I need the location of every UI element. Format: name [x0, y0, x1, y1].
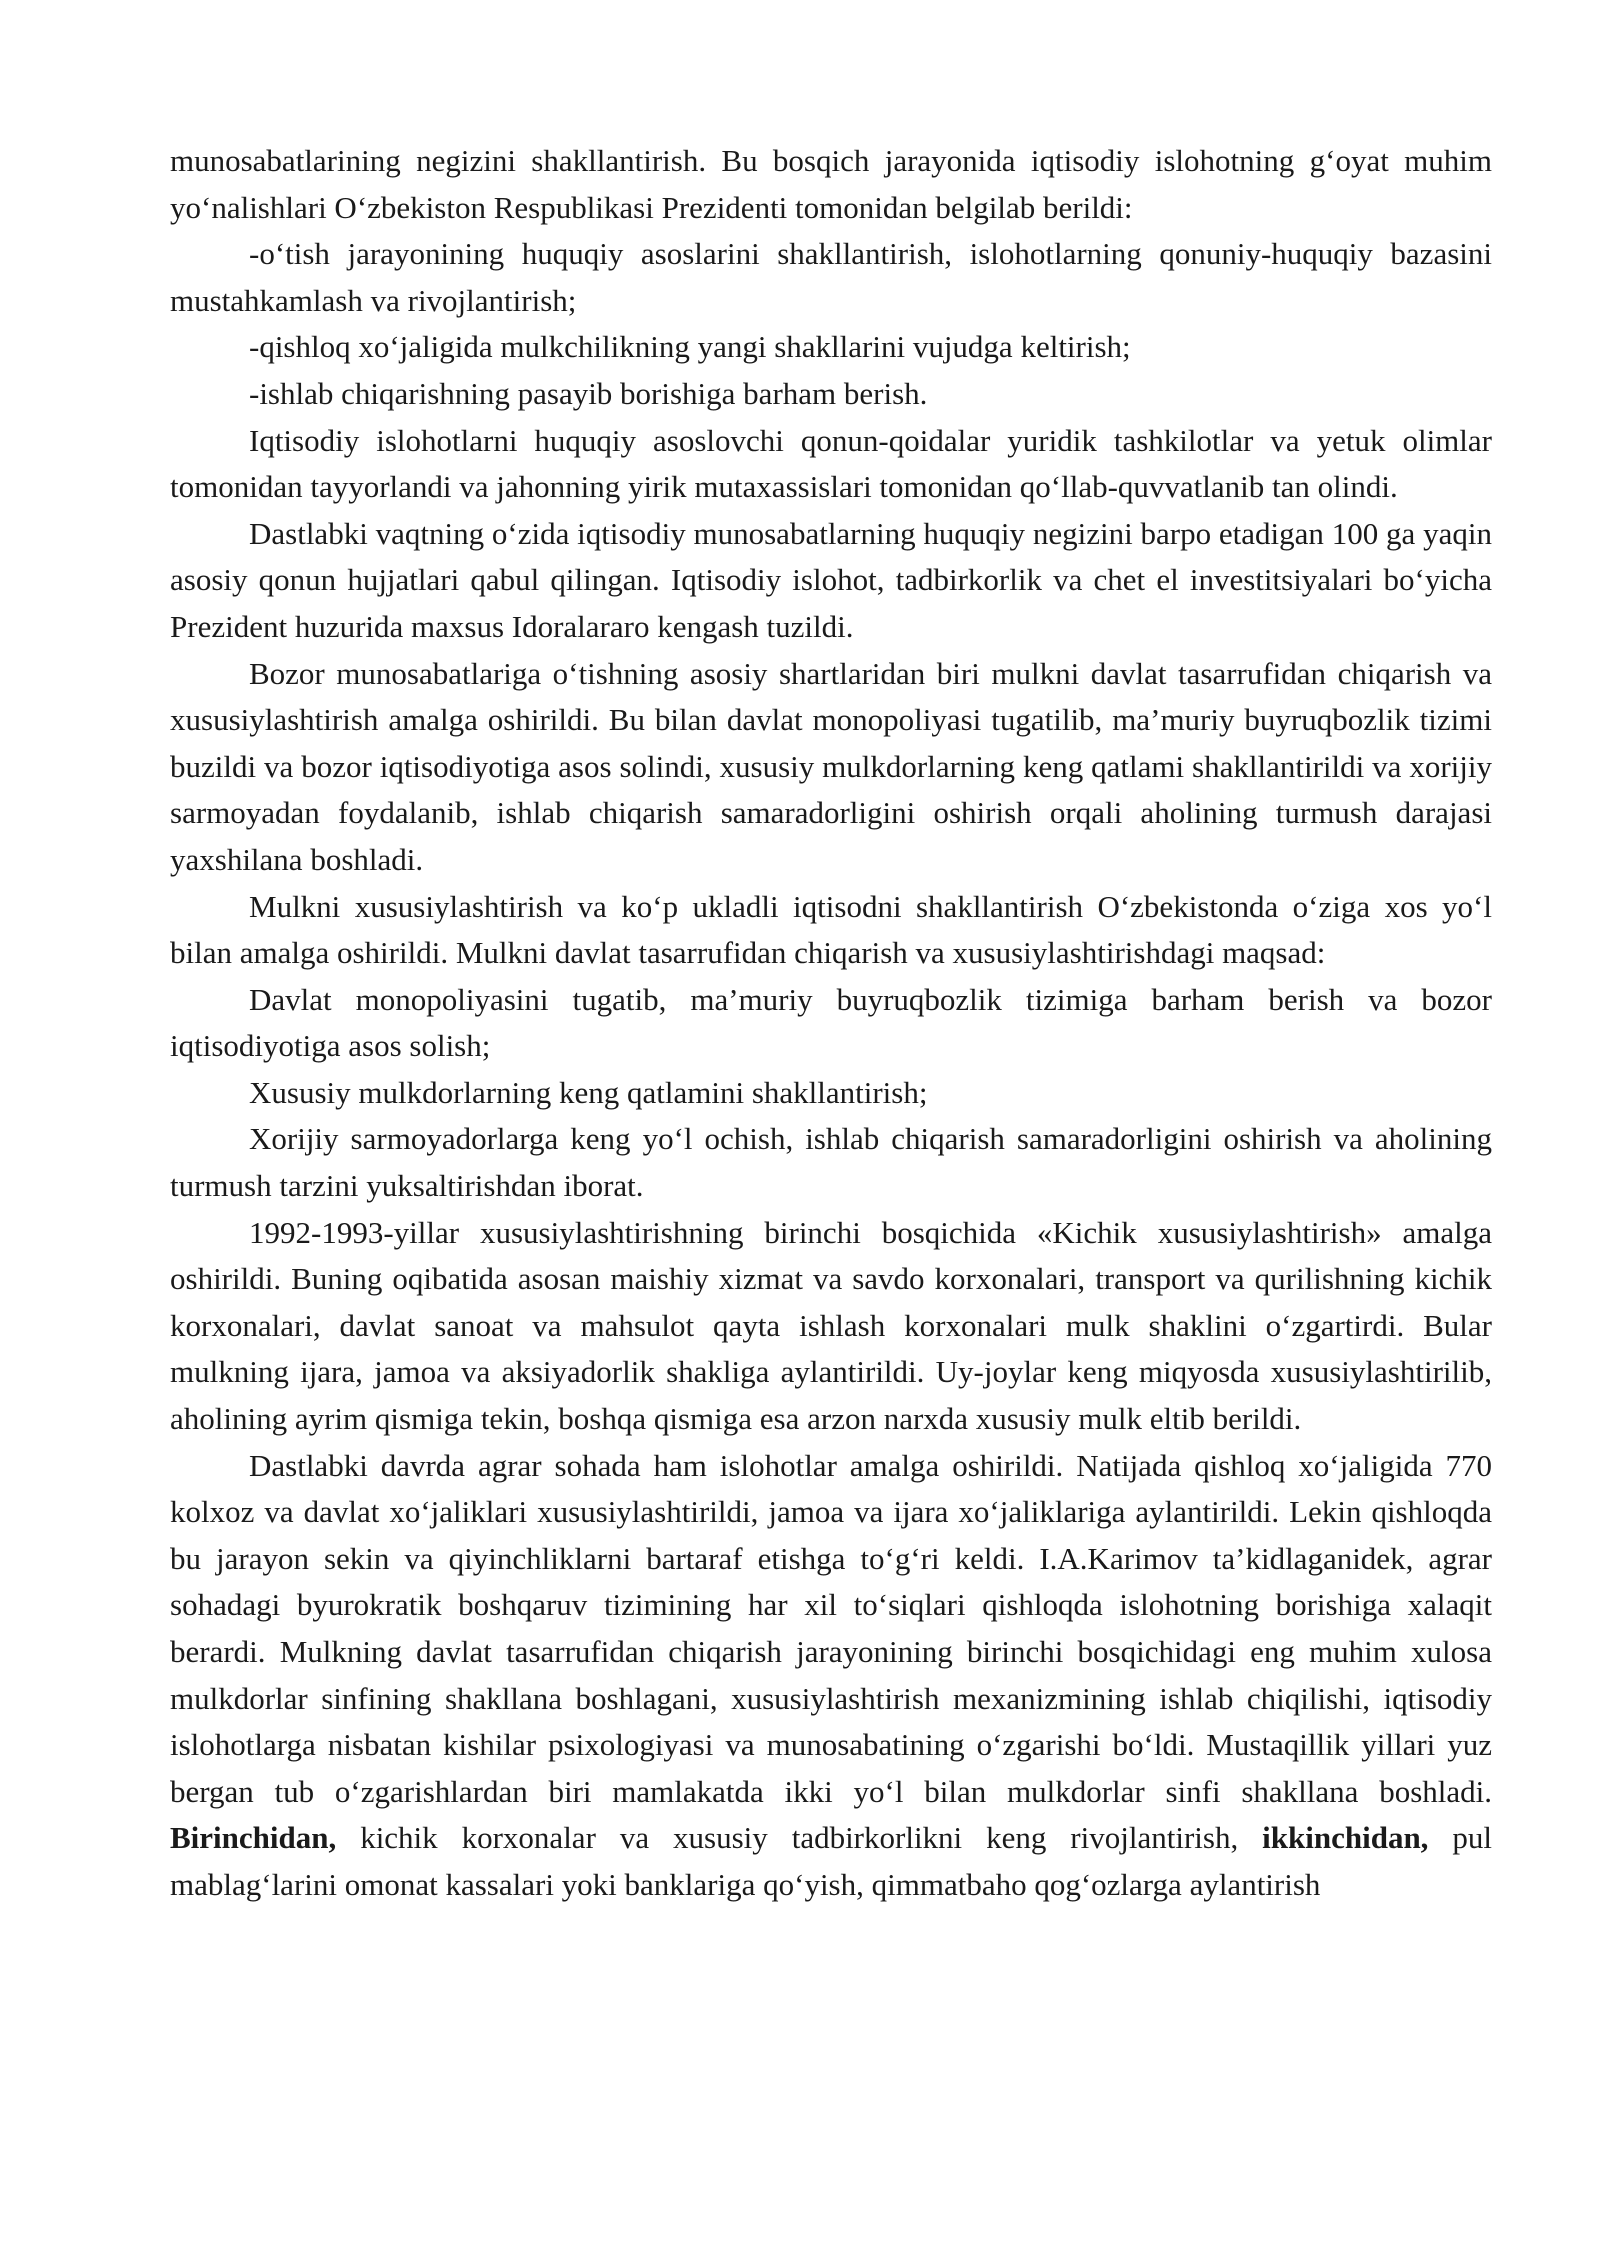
paragraph-5: Iqtisodiy islohotlarni huquqiy asoslovchi qonun-qoidalar yuridik tashkilotlar va yetuk olimlar tomonidan tayyorlandi va jahonning yirik mutaxassislari tomonidan qo‘llab-quvvatlanib tan olindi.	[170, 422, 1492, 505]
paragraph-13-main: Dastlabki davrda agrar sohada ham islohotlar amalga oshirildi. Natijada qishloq xo‘jaligida 770 kolxoz va davlat xo‘jaliklari xususiylashtirildi, jamoa va ijara xo‘jaliklariga aylantirildi. Lekin qishloqda bu jarayon sekin va qiyinchliklarni bartaraf etishga to‘g‘ri keldi. I.A.Karimov ta’kidlaganidek, agrar sohadagi byurokratik boshqaruv tizimining har xil to‘siqlari qishloqda islohotning borishiga xalaqit berardi. Mulkning davlat tasarrufidan chiqarish jarayonining birinchi bosqichidagi eng muhim xulosa mulkdorlar sinfining shakllana boshlagani, xususiylashtirish mexanizmining ishlab chiqilishi, iqtisodiy islohotlarga nisbatan kishilar psixologiyasi va munosabatining o‘zgarishi bo‘ldi. Mustaqillik yillari yuz bergan tub o‘zgarishlardan biri mamlakatda ikki yo‘l bilan mulkdorlar sinfi shakllana boshladi.	[170, 1447, 1492, 1809]
paragraph-13	[170, 1443, 1492, 1909]
paragraph-2: -o‘tish jarayonining huquqiy asoslarini shakllantirish, islohotlarning qonuniy-huquqiy bazasini mustahkamlash va rivojlantirish;	[170, 236, 1492, 318]
paragraph-11: Xorijiy sarmoyadorlarga keng yo‘l ochish, ishlab chiqarish samaradorligini oshirish va aholining turmush tarzini yuksaltirishdan iborat.	[170, 1121, 1492, 1204]
paragraph-1: munosabatlarining negizini shakllantirish. Bu bosqich jarayonida iqtisodiy islohotning g‘oyat muhim yo‘nalishlari O‘zbekiston Respublikasi Prezidenti tomonidan belgilab berildi:	[170, 143, 1492, 225]
paragraph-8: Mulkni xususiylashtirish va ko‘p ukladli iqtisodni shakllantirish O‘zbekistonda o‘ziga xos yo‘l bilan amalga oshirildi. Mulkni davlat tasarrufidan chiqarish va xususiylashtirishdagi maqsad:	[170, 888, 1492, 971]
emphasis-ikkinchidan: ikkinchidan,	[1262, 1820, 1429, 1856]
paragraph-3: -qishloq xo‘jaligida mulkchilikning yangi shakllarini vujudga keltirish;	[249, 329, 1131, 365]
paragraph-10: Xususiy mulkdorlarning keng qatlamini shakllantirish;	[249, 1074, 928, 1110]
document-page	[170, 138, 1492, 1909]
paragraph-9: Davlat monopoliyasini tugatib, ma’muriy buyruqbozlik tizimiga barham berish va bozor iqtisodiyotiga asos solish;	[170, 981, 1492, 1064]
paragraph-7: Bozor munosabatlariga o‘tishning asosiy shartlaridan biri mulkni davlat tasarrufidan chiqarish va xususiylashtirish amalga oshirildi. Bu bilan davlat monopoliyasi tugatilib, ma’muriy buyruqbozlik tizimi buzildi va bozor iqtisodiyotiga asos solindi, xususiy mulkdorlarning keng qatlami shakllantirildi va xorijiy sarmoyadan foydalanib, ishlab chiqarish samaradorligini oshirish orqali aholining turmush darajasi yaxshilana boshladi.	[170, 655, 1492, 877]
paragraph-4: -ishlab chiqarishning pasayib borishiga barham berish.	[249, 375, 928, 411]
paragraph-13-part-1: kichik korxonalar va xususiy tadbirkorlikni keng rivojlantirish,	[336, 1820, 1263, 1856]
paragraph-6: Dastlabki vaqtning o‘zida iqtisodiy munosabatlarning huquqiy negizini barpo etadigan 100 ga yaqin asosiy qonun hujjatlari qabul qilingan. Iqtisodiy islohot, tadbirkorlik va chet el investitsiyalari bo‘yicha Prezident huzurida maxsus Idoralararo kengash tuzildi.	[170, 515, 1492, 644]
emphasis-birinchidan: Birinchidan,	[170, 1820, 337, 1856]
paragraph-13-part-2: pul mablag‘larini omonat kassalari yoki banklariga qo‘yish, qimmatbaho qog‘ozlarga aylantirish	[170, 1820, 1492, 1902]
paragraph-12: 1992-1993-yillar xususiylashtirishning birinchi bosqichida «Kichik xususiylashtirish» amalga oshirildi. Buning oqibatida asosan maishiy xizmat va savdo korxonalari, transport va qurilishning kichik korxonalari, davlat sanoat va mahsulot qayta ishlash korxonalari mulk shaklini o‘zgartirdi. Bular mulkning ijara, jamoa va aksiyadorlik shakliga aylantirildi. Uy-joylar keng miqyosda xususiylashtirilib, aholining ayrim qismiga tekin, boshqa qismiga esa arzon narxda xususiy mulk eltib berildi.	[170, 1214, 1492, 1437]
